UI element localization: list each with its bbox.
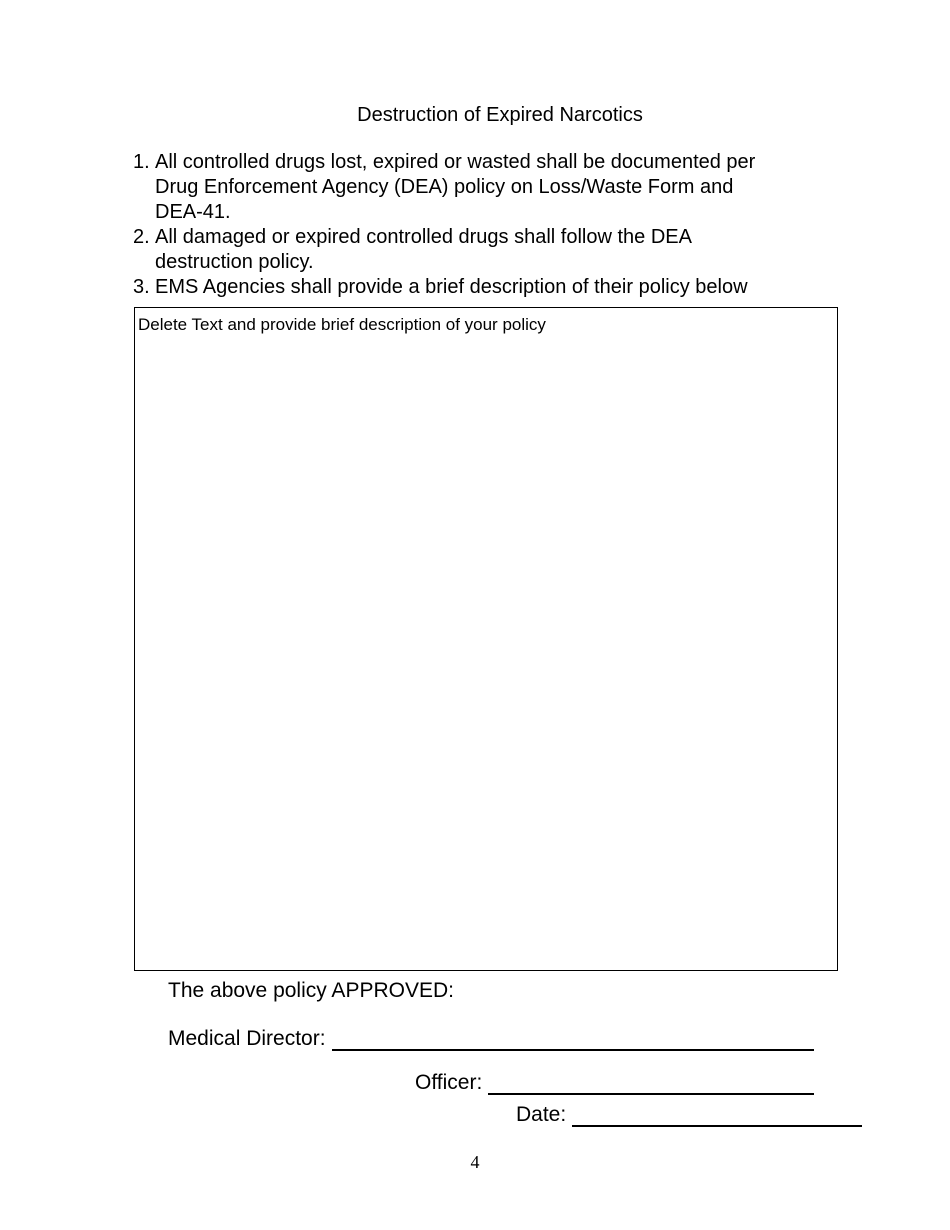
medical-director-signature-row	[168, 1027, 814, 1051]
list-item	[133, 150, 833, 225]
medical-director-signature-field[interactable]	[332, 1027, 814, 1051]
list-item-text: EMS Agencies shall provide a brief description of their policy below	[155, 276, 748, 298]
page-number: 4	[470, 1152, 480, 1172]
list-item-number: 3.	[133, 276, 150, 298]
policy-description-field[interactable]	[134, 307, 838, 971]
medical-director-label: Medical Director:	[168, 1027, 326, 1050]
list-item-text: All controlled drugs lost, expired or wasted shall be documented per Drug Enforcement Agency (DEA) policy on Loss/Waste Form and DEA-41.	[155, 151, 756, 223]
list-item	[133, 275, 833, 300]
date-field[interactable]	[572, 1103, 862, 1127]
list-item-text: All damaged or expired controlled drugs shall follow the DEA destruction policy.	[155, 226, 692, 273]
page-title: Destruction of Expired Narcotics	[357, 104, 643, 126]
officer-label: Officer:	[415, 1071, 483, 1094]
list-item-number: 2.	[133, 226, 150, 248]
date-row	[516, 1103, 862, 1127]
officer-signature-field[interactable]	[488, 1071, 814, 1095]
officer-signature-row	[415, 1071, 814, 1095]
policy-list	[133, 150, 833, 300]
list-item-number: 1.	[133, 151, 150, 173]
approval-label: The above policy APPROVED:	[168, 979, 454, 1002]
date-label: Date:	[516, 1103, 567, 1126]
list-item	[133, 225, 833, 275]
